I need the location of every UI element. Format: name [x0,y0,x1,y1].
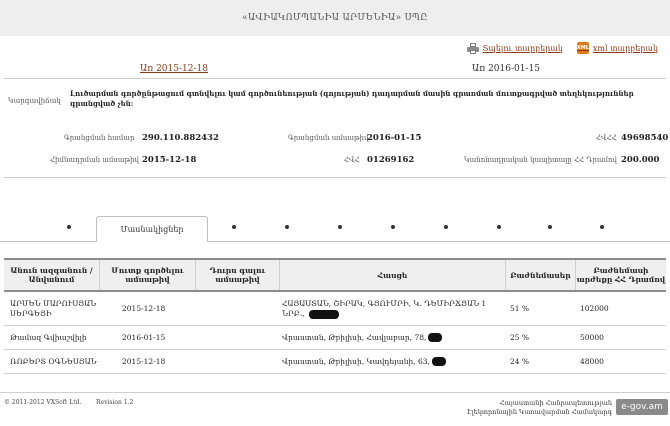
participant-share-value: 50000 [580,332,604,342]
section-tabs [0,216,670,242]
tin-value: 49698540 [621,133,669,143]
col-share-value: Բաժնեմասի արժեքը ՀՀ Դրամով [576,266,666,284]
page-footer [0,392,670,426]
egov-logo-link[interactable]: e-gov.am [616,399,668,415]
col-entry-date: Մուտք գործելու ամսաթիվ [100,260,196,290]
col-exit-date: Դուրս գալու ամսաթիվ [196,260,280,290]
reg-date-label: Գրանցման ամսաթիվ [288,134,369,142]
tab-dot-1[interactable] [67,225,71,229]
charter-date-value: 2015-12-18 [142,155,197,165]
participant-entry-date: 2015-12-18 [122,303,166,313]
redaction-mark [428,333,442,342]
participant-address-text: ՀԱՅԱՍՏԱՆ, ՇԻՐԱԿ, ԳՅՈՒՄՐԻ, Կ. ԴԵՄԻՐՃՅԱՆ 1 ՆՐԲ., [282,299,487,318]
table-row [4,292,666,326]
gov-system-name [464,399,612,417]
participant-address [282,292,502,325]
company-info [4,78,669,178]
participant-share-value: 102000 [580,303,609,313]
gov-line-1: Հայաստանի Հանրապետության [499,399,612,407]
xml-icon: XML [577,42,589,54]
previous-date-link[interactable]: Առ 2015-12-18 [140,64,208,74]
revision: Revision 1.2 [96,399,134,406]
reg-number-value: 290.110.882432 [142,133,219,143]
xml-version-link[interactable] [577,42,658,54]
print-version-label: Տպելու տարբերակ [482,43,563,53]
redaction-mark [309,310,339,319]
tab-dot-8[interactable] [548,225,552,229]
participant-entry-date: 2016-01-15 [122,332,166,342]
participant-name: Թամազ Գվիաշվիլի [10,332,87,342]
participant-address-text: Վրաստան, Թբիլիսի, Հավլաբար, 78, [282,332,427,342]
date-selector [0,64,670,78]
code-value: 01269162 [367,155,415,165]
participant-entry-date: 2015-12-18 [122,356,166,366]
capital-label: Կանոնադրական կապիտալը ՀՀ Դրամով [464,156,617,164]
participant-address-text: Վրաստան, Թբիլիսի, Կավդեյանի, 63, [282,356,430,366]
xml-version-label: xml տարբերակ [592,43,658,53]
page-header [0,0,670,36]
reg-number-label: Գրանցման համար [64,134,135,142]
export-actions [467,42,658,54]
tab-dot-5[interactable] [391,225,395,229]
tin-label: ՀՎՀՀ [596,134,617,142]
copyright: © 2011-2012 VXSoft Ltd. [4,399,82,406]
printer-icon [467,43,479,54]
capital-value: 200.000 [621,155,660,165]
code-label: ՀՎՀ [344,156,360,164]
company-title: «ԱՎԻԱԿՈՄՊԱՆԻԱ ԱՐՄԵՆԻԱ» ՍՊԸ [242,13,428,23]
print-version-link[interactable] [467,42,563,54]
redaction-mark [432,357,446,366]
tab-dot-6[interactable] [444,225,448,229]
participant-share: 51 % [510,303,530,313]
col-name: Անուն ազգանուն / Անվանում [4,260,100,290]
activity-label: Կարգավիճակ [8,97,61,105]
tab-participants[interactable] [96,216,208,242]
tab-dot-9[interactable] [600,225,604,229]
col-address: Հասցե [280,260,506,290]
participants-table [4,258,666,374]
table-header [4,258,666,292]
charter-date-label: Հիմնադրման ամսաթիվ [50,156,139,164]
participant-share-value: 48000 [580,356,604,366]
activity-status-text: Լուծարման գործընթացում գտնվելու կամ գործունեության (գոյության) դադարման մասին գրառման մուտքագրված տեղեկություններ գրանցված չեն: [70,89,634,108]
participant-name: ՌՈԲԵՐՏ ՕԳՆԵՍՅԱՆ [10,356,97,366]
tab-participants-label: Մասնակիցներ [120,224,184,234]
tab-dot-7[interactable] [497,225,501,229]
tab-dot-3[interactable] [285,225,289,229]
participant-name: ԱՐՄԵՆ ՄԱՐՈՒՍՅԱՆ ՍԵՐԳԵՅԻ [10,298,97,318]
participant-share: 25 % [510,332,530,342]
participant-address [282,350,502,373]
participant-share: 24 % [510,356,530,366]
tab-dot-4[interactable] [338,225,342,229]
table-row [4,350,666,374]
tab-dot-2[interactable] [232,225,236,229]
reg-date-value: 2016-01-15 [367,133,422,143]
col-share: Բաժնեմասեր [506,260,576,290]
participant-address [282,326,502,349]
current-date: Առ 2016-01-15 [472,64,540,74]
table-row [4,326,666,350]
gov-line-2: Էլեկտրոնային Կառավարման Համակարգ [466,408,612,416]
